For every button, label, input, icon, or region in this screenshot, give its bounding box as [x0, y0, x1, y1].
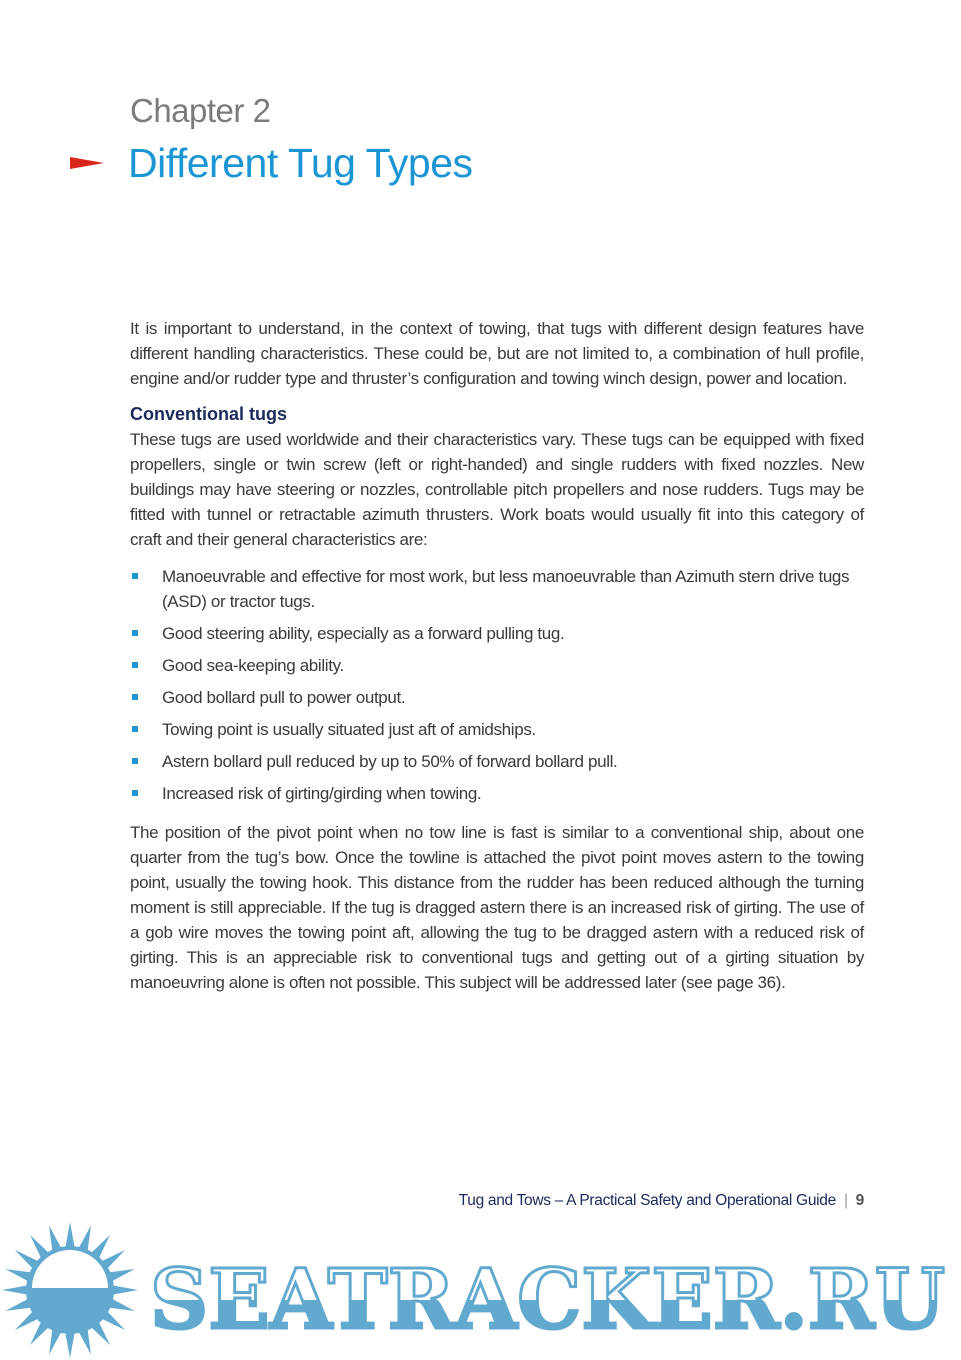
list-item-text: Astern bollard pull reduced by up to 50% of forward bollard pull. — [162, 752, 618, 771]
sun-ray — [77, 1225, 91, 1254]
watermark-text: SEATRACKER.RU — [150, 1252, 945, 1348]
sun-ray — [99, 1250, 125, 1271]
sun-ray — [5, 1269, 34, 1283]
closing-paragraph: The position of the pivot point when no tow line is fast is similar to a conventional ship, about one quarter from the tug’s bow. Once the towline is attached the pivot point moves astern to the towing point, usually the towing hook. This distance from the rudder has been reduced although the turning moment is still appreciable. If the tug is dragged astern there is an increased risk of girting. The use of a gob wire moves the towing point aft, allowing the tug to be dragged astern with a reduced risk of girting. This is an appreciable risk to conventional tugs and getting out of a girting situation by manoeuvring alone is often not possible. This subject will be addressed later (see page 36). — [130, 823, 864, 992]
sun-ray — [30, 1319, 51, 1345]
sun-ray — [65, 1222, 75, 1250]
sun-ray — [89, 1235, 110, 1261]
sun-ray — [30, 1235, 51, 1261]
list-item — [130, 621, 864, 646]
page-number: 9 — [855, 1192, 864, 1209]
sun-ray — [15, 1309, 41, 1330]
list-item-text: Good steering ability, especially as a forward pulling tug. — [162, 624, 565, 643]
list-item-text: Manoeuvrable and effective for most work, but less manoeuvrable than Azimuth stern drive tugs (ASD) or tractor tugs. — [162, 567, 850, 611]
footer-separator: | — [843, 1192, 848, 1209]
bullet-icon — [132, 694, 138, 700]
bullet-icon — [132, 662, 138, 668]
list-item-text: Towing point is usually situated just aft of amidships. — [162, 720, 536, 739]
intro-paragraph: It is important to understand, in the context of towing, that tugs with different design features have different handling characteristics. These could be, but are not limited to, a combination of hull profile, engine and/or rudder type and thruster’s configuration and towing winch design, power and location. — [130, 319, 864, 388]
sun-ray — [77, 1326, 91, 1355]
red-arrow-icon — [70, 157, 104, 169]
sun-ray — [110, 1285, 138, 1295]
sun-icon — [2, 1222, 138, 1358]
list-item-text: Good sea-keeping ability. — [162, 656, 344, 675]
list-item — [130, 717, 864, 742]
watermark-logo — [0, 1218, 961, 1360]
sun-ray — [106, 1297, 135, 1311]
main-content — [130, 316, 864, 995]
page-title: Different Tug Types — [128, 140, 473, 186]
list-item — [130, 781, 864, 806]
bullet-icon — [132, 758, 138, 764]
section-heading: Conventional tugs — [130, 404, 287, 424]
sun-ray — [106, 1269, 135, 1283]
sun-ray — [89, 1319, 110, 1345]
bullet-icon — [132, 630, 138, 636]
sun-ray — [15, 1250, 41, 1271]
page-footer — [459, 1192, 864, 1210]
characteristics-list — [130, 564, 864, 806]
bullet-icon — [132, 573, 138, 579]
sun-ray — [5, 1297, 34, 1311]
bullet-icon — [132, 790, 138, 796]
list-item-text: Good bollard pull to power output. — [162, 688, 406, 707]
chapter-label: Chapter 2 — [130, 92, 271, 129]
list-item-text: Increased risk of girting/girding when towing. — [162, 784, 482, 803]
list-item — [130, 685, 864, 710]
list-item — [130, 564, 864, 614]
footer-book-title: Tug and Tows – A Practical Safety and Operational Guide — [458, 1192, 836, 1209]
bullet-icon — [132, 726, 138, 732]
sun-ray — [99, 1309, 125, 1330]
list-item — [130, 749, 864, 774]
sun-ray — [49, 1225, 63, 1254]
list-item — [130, 653, 864, 678]
sun-ray — [2, 1285, 30, 1295]
sun-ray — [49, 1326, 63, 1355]
section-paragraph: These tugs are used worldwide and their characteristics vary. These tugs can be equipped with fixed propellers, single or twin screw (left or right-handed) and single rudders with fixed nozzles. New buildings may have steering or nozzles, controllable pitch propellers and nose rudders. Tugs may be fitted with tunnel or retractable azimuth thrusters. Work boats would usually fit into this category of craft and their general characteristics are: — [130, 430, 864, 549]
sun-ray — [65, 1330, 75, 1358]
